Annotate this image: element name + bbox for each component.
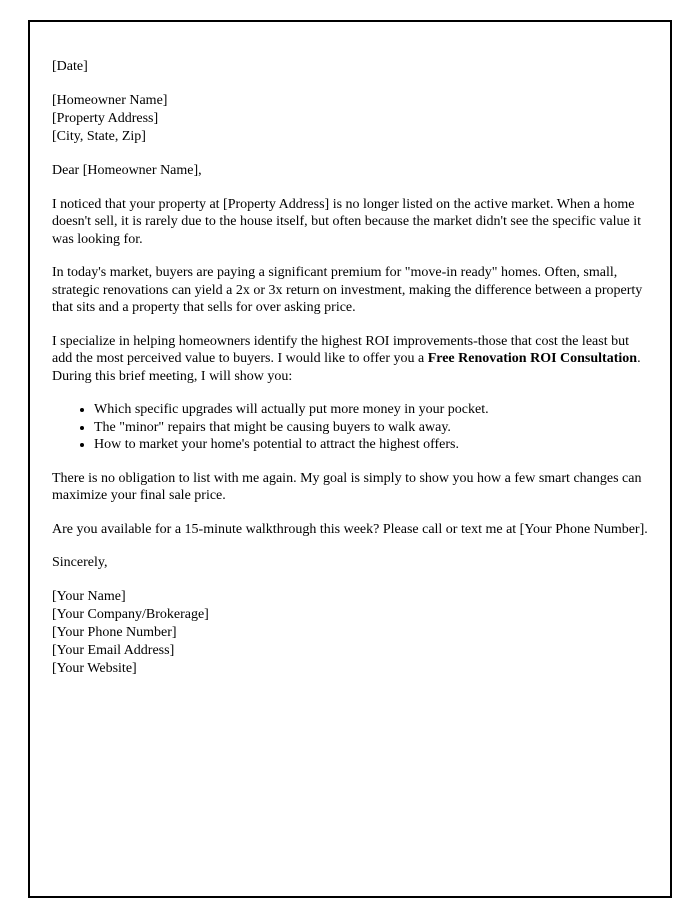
paragraph-no-obligation: There is no obligation to list with me again. My goal is simply to show you how a few smart changes can maximize your final sale price.: [52, 470, 642, 503]
recipient-block: [52, 92, 648, 146]
date-placeholder: [Date]: [52, 59, 88, 74]
paragraph-renovation-value: In today's market, buyers are paying a significant premium for "move-in ready" homes. Often, small, strategic renovations can yield a 2x or 3x return on investment, making the difference between a property that sits and a property that sells for over asking price.: [52, 265, 643, 315]
closing: Sincerely,: [52, 555, 108, 570]
recipient-address: [Property Address]: [52, 111, 159, 126]
list-item: • Which specific upgrades will actually put more money in your pocket.: [94, 401, 632, 419]
recipient-city-state-zip: [City, State, Zip]: [52, 129, 146, 144]
signature-name: [Your Name]: [52, 588, 126, 604]
consultation-offer-tail: . During this brief meeting, I will show you:: [52, 351, 641, 384]
consultation-offer-text: I specialize in helping homeowners identify the highest ROI improvements-those that cost the least but add the most perceived value to buyers. I would like to offer you a: [52, 333, 629, 366]
salutation: Dear [Homeowner Name],: [52, 163, 202, 178]
signature-website: [Your Website]: [52, 660, 137, 676]
letter-page: [28, 20, 672, 898]
signature-block: [52, 588, 648, 678]
signature-phone: [Your Phone Number]: [52, 624, 177, 640]
consultation-benefits-list: [52, 401, 632, 454]
date-block: [52, 58, 648, 76]
paragraph-market-intro: I noticed that your property at [Property Address] is no longer listed on the active market. When a home doesn't sell, it is rarely due to the house itself, but often because the market didn't see the specific value it was looking for.: [52, 196, 641, 247]
signature-company: [Your Company/Brokerage]: [52, 606, 209, 622]
signature-email: [Your Email Address]: [52, 642, 175, 658]
recipient-name: [Homeowner Name]: [52, 93, 168, 108]
paragraph-consultation-offer: [52, 333, 648, 386]
list-item: • How to market your home's potential to attract the highest offers.: [94, 436, 632, 454]
consultation-offer-highlight: Free Renovation ROI Consultation: [427, 351, 638, 366]
paragraph-call-to-action: Are you available for a 15-minute walkthrough this week? Please call or text me at [Your Phone Number].: [52, 521, 648, 537]
list-item: • The "minor" repairs that might be causing buyers to walk away.: [94, 419, 632, 437]
